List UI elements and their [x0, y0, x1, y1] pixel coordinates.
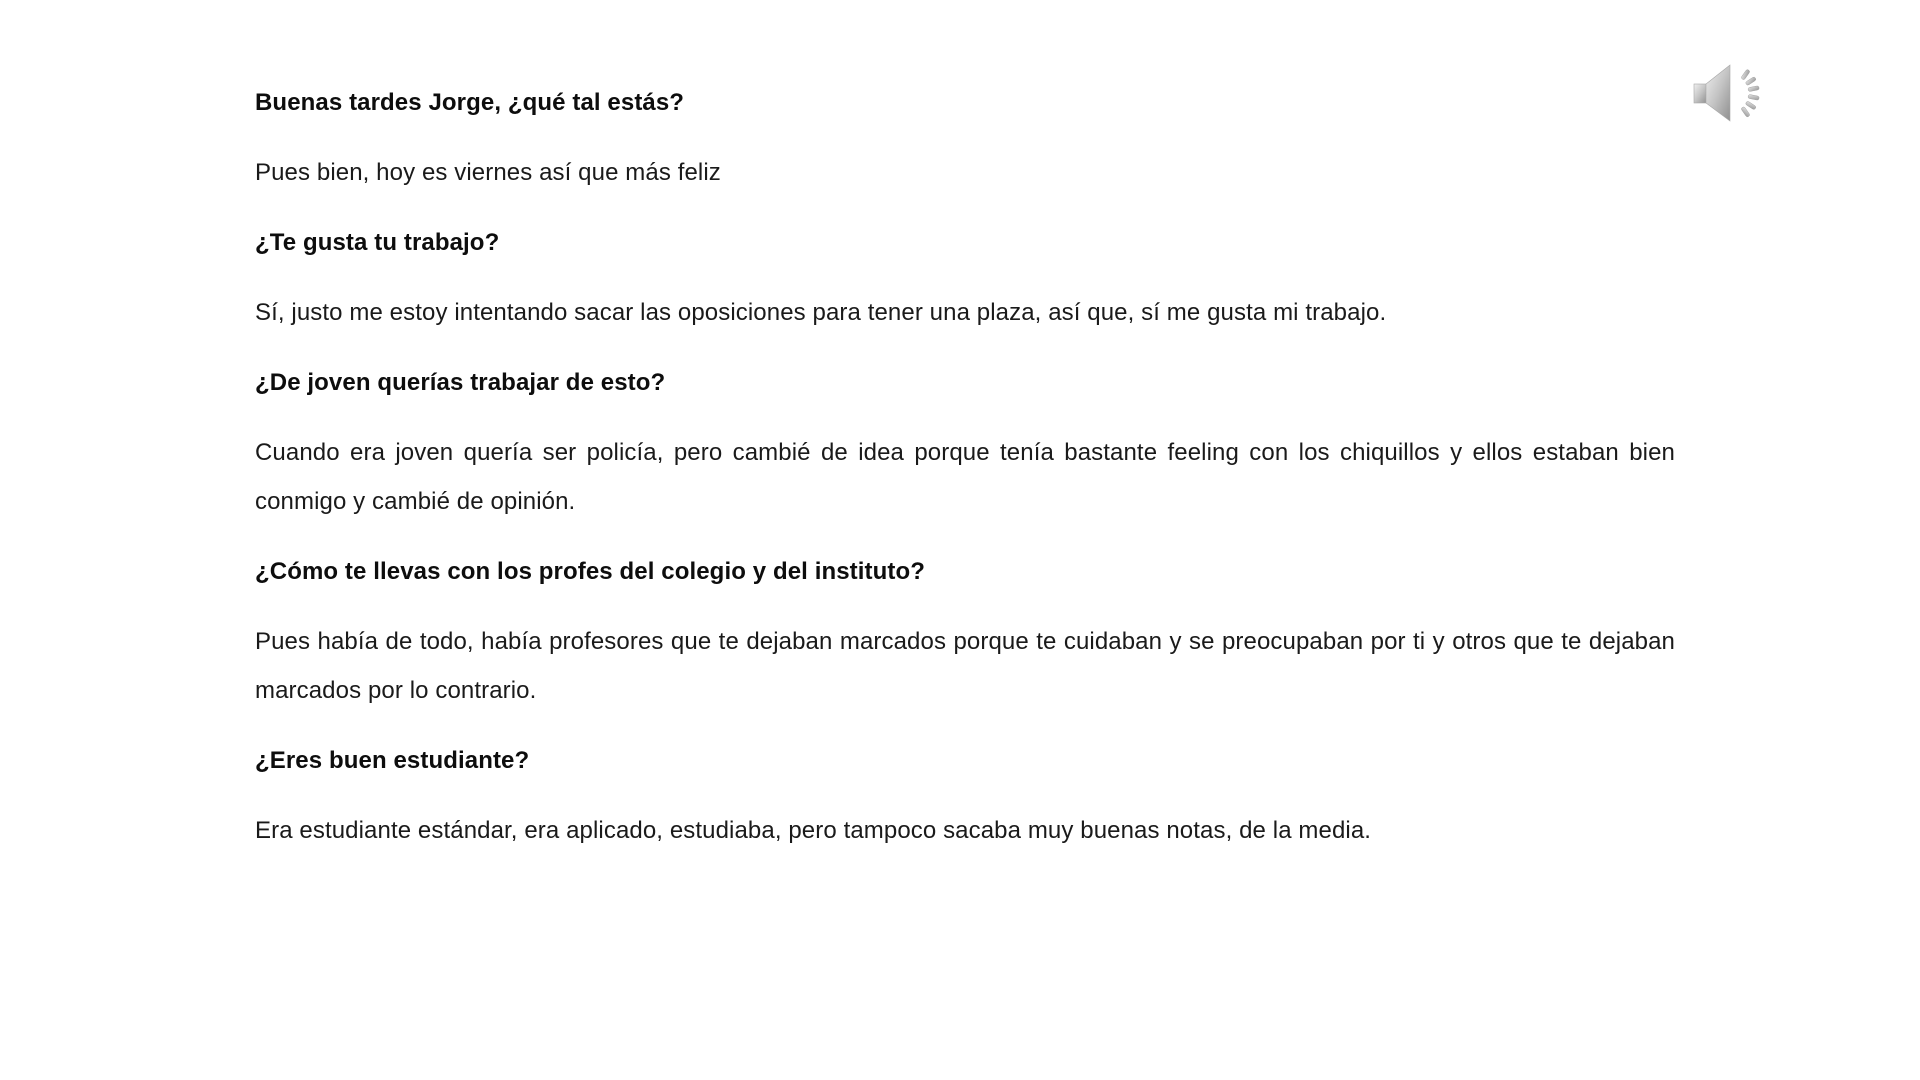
question-3: ¿De joven querías trabajar de esto?	[255, 369, 666, 396]
speaker-icon[interactable]	[1692, 60, 1762, 126]
answer-3: Cuando era joven quería ser policía, pero cambié de idea porque tenía bastante feeling con los chiquillos y ellos estaban bien conmigo y cambié de opinión.	[255, 439, 1675, 515]
question-1: Buenas tardes Jorge, ¿qué tal estás?	[255, 89, 685, 116]
interview-transcript	[255, 78, 1675, 876]
answer-2: Sí, justo me estoy intentando sacar las oposiciones para tener una plaza, así que, sí me gusta mi trabajo.	[255, 299, 1387, 326]
answer-1: Pues bien, hoy es viernes así que más feliz	[255, 159, 721, 186]
question-4: ¿Cómo te llevas con los profes del colegio y del instituto?	[255, 558, 926, 585]
answer-5: Era estudiante estándar, era aplicado, estudiaba, pero tampoco sacaba muy buenas notas, de la media.	[255, 817, 1372, 844]
question-5: ¿Eres buen estudiante?	[255, 747, 530, 774]
answer-4: Pues había de todo, había profesores que te dejaban marcados porque te cuidaban y se preocupaban por ti y otros que te dejaban marcados por lo contrario.	[255, 628, 1675, 704]
question-2: ¿Te gusta tu trabajo?	[255, 229, 500, 256]
